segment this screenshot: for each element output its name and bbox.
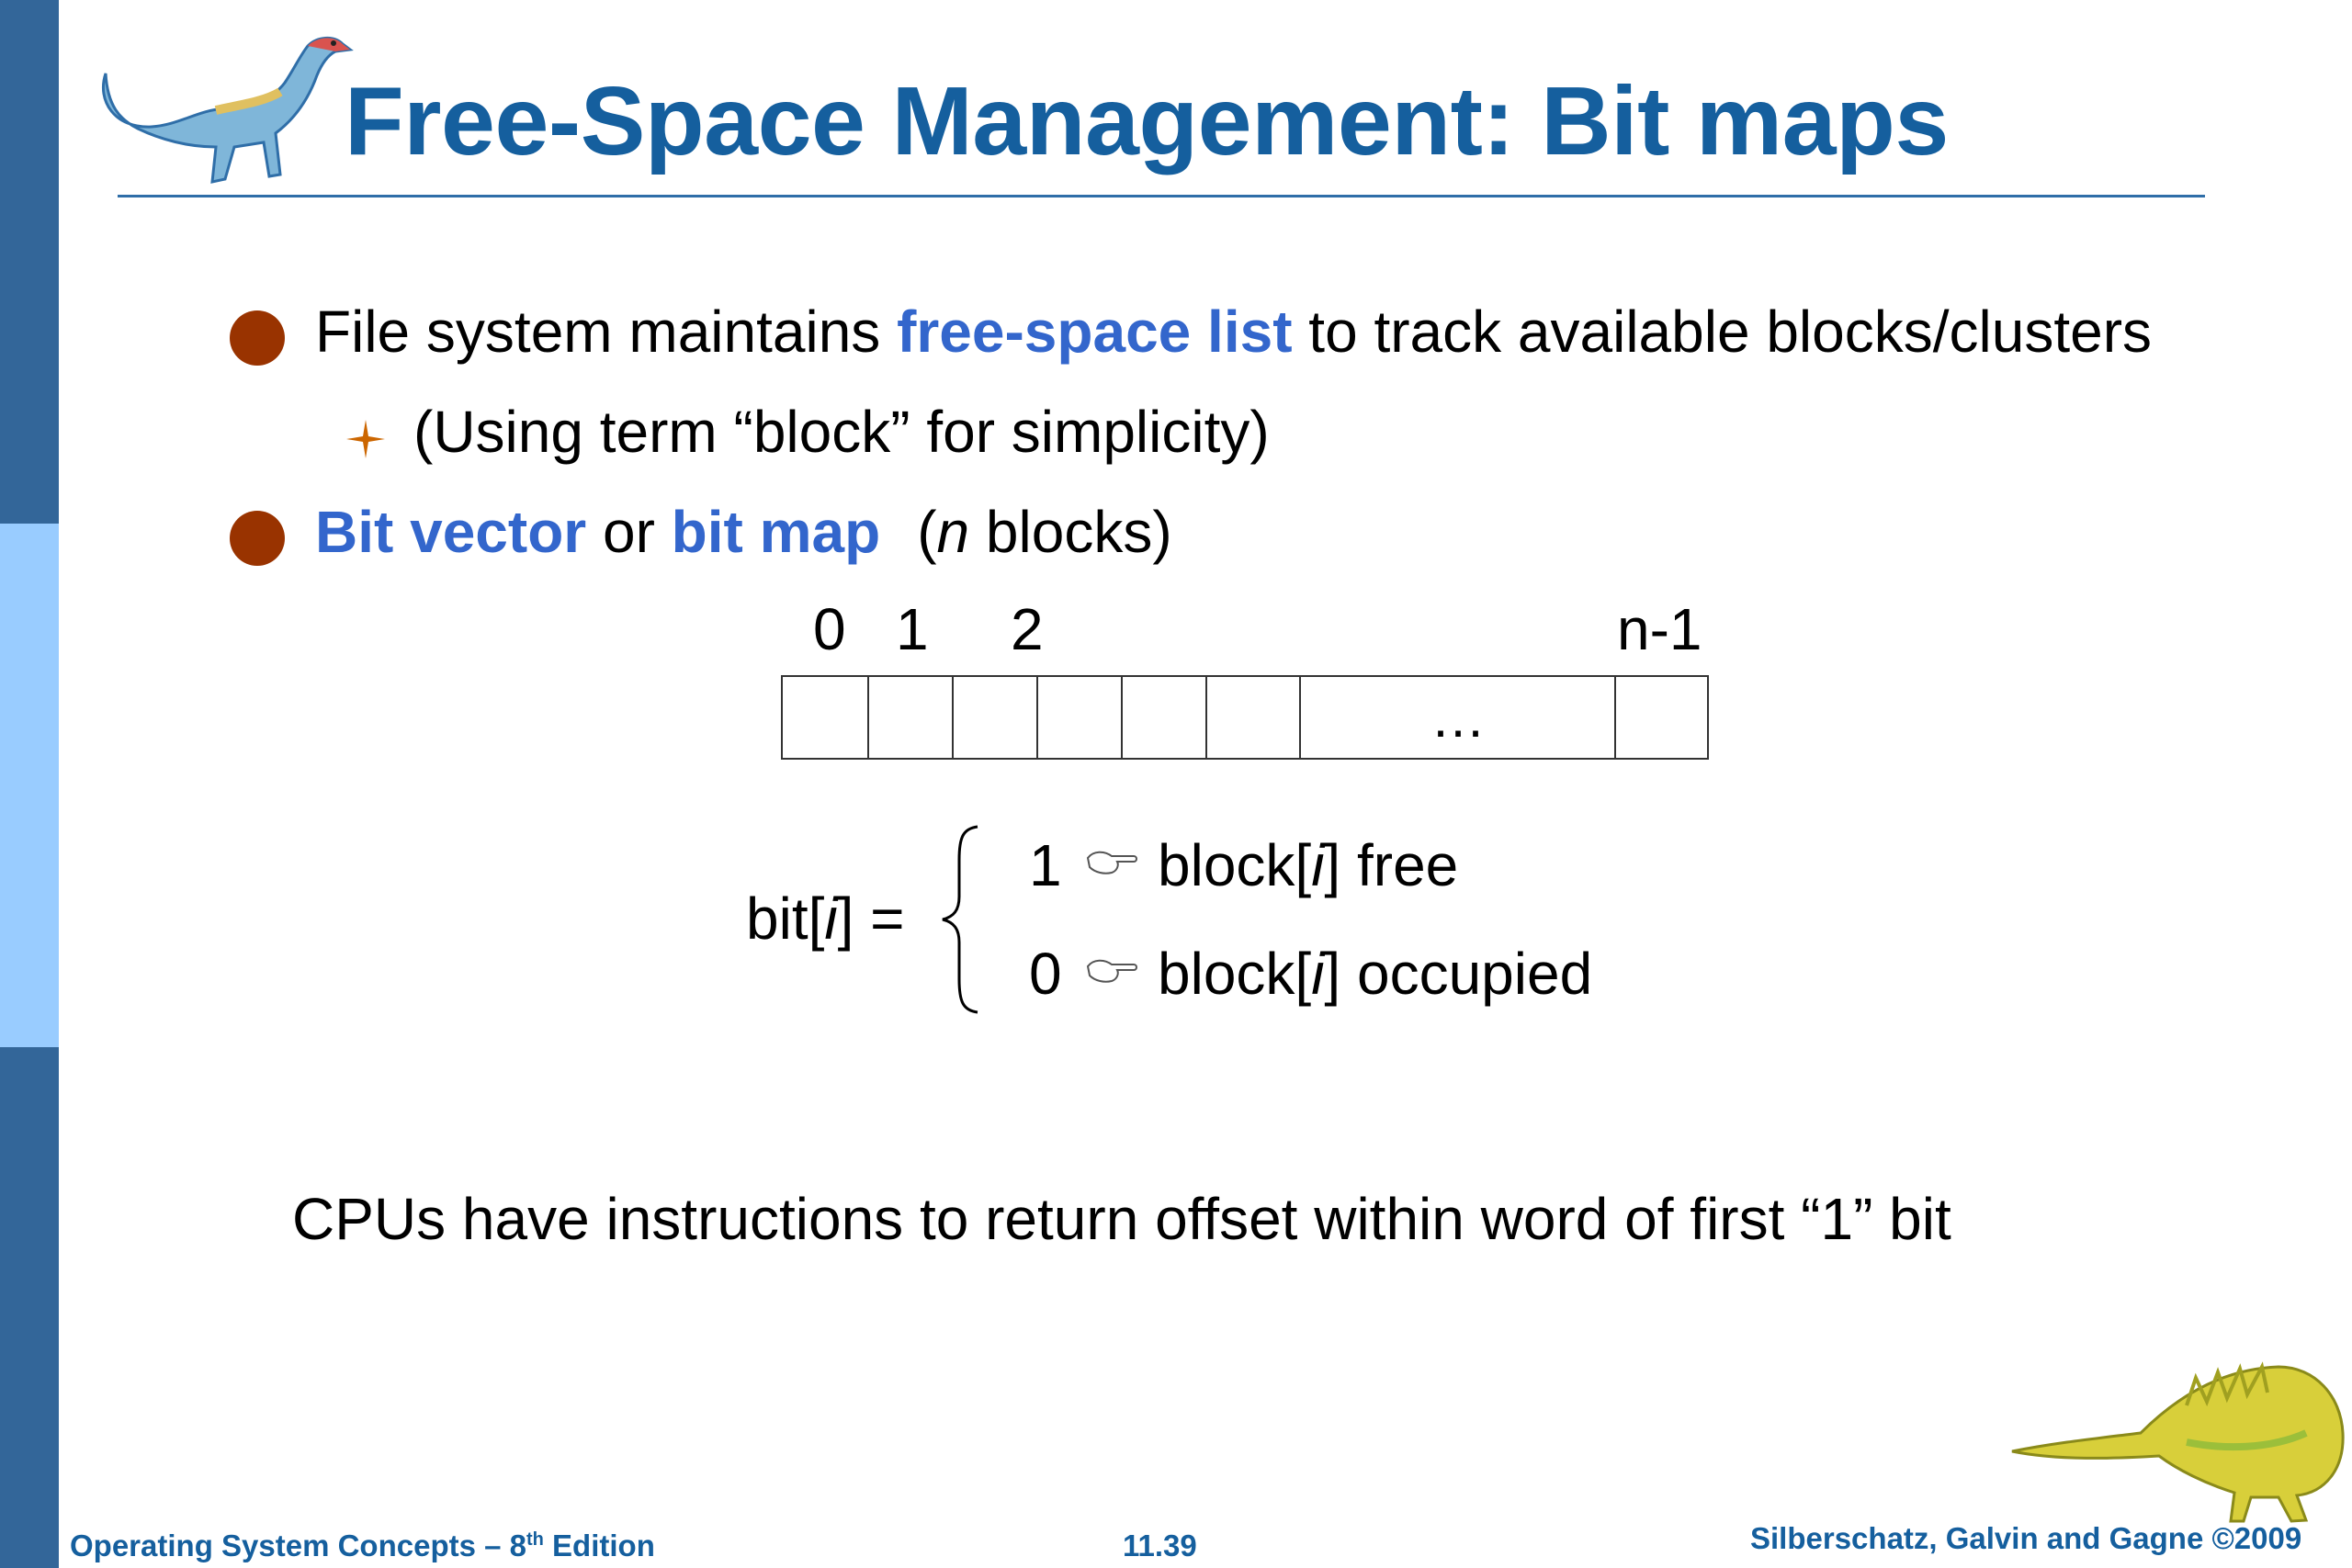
bullet2-highlight-bit-vector: Bit vector: [315, 499, 587, 565]
footer-left-sup: th: [526, 1529, 544, 1550]
bullet-free-space-list: [315, 298, 2152, 366]
bit-index-2: 2: [1011, 596, 1044, 662]
sidebar-stripe-bottom: [0, 1047, 59, 1568]
pointing-hand-icon: [1084, 845, 1139, 878]
title-divider: [118, 195, 2205, 197]
pointing-hand-icon: [1084, 953, 1139, 987]
footer-page-number: 11.39: [1123, 1529, 1197, 1562]
bit-cell-divider: [1614, 677, 1616, 758]
bit-index-n-1: n-1: [1617, 596, 1702, 662]
bullet-dot: [230, 511, 285, 566]
bullet2-n: n: [936, 499, 970, 565]
case0-value: 0: [1029, 941, 1062, 1007]
formula-case-1: [1029, 831, 1062, 899]
cpu-instructions-note: CPUs have instructions to return offset within word of first “1” bit: [292, 1186, 1951, 1252]
sub-bullet-text: (Using term “block” for simplicity): [413, 399, 1270, 465]
bit-cell-divider: [1036, 677, 1038, 758]
slide-title: Free-Space Management: Bit maps: [345, 67, 1949, 175]
bullet2-paren-open: (: [917, 499, 937, 565]
footer-copyright: Silberschatz, Galvin and Gagne ©2009: [1750, 1521, 2302, 1555]
formula-lhs-i: i: [824, 886, 838, 952]
bullet1-text-post: to track available blocks/clusters: [1292, 299, 2152, 365]
case1-i: i: [1311, 832, 1325, 898]
case0-post: ] occupied: [1324, 941, 1593, 1007]
footer-book-title: [70, 1529, 655, 1563]
bullet1-text-pre: File system maintains: [315, 299, 898, 365]
bullet2-paren-rest: blocks): [969, 499, 1172, 565]
formula-lhs-pre: bit[: [746, 886, 825, 952]
formula-case-0: [1029, 940, 1062, 1008]
case1-value: 1: [1029, 832, 1062, 898]
bit-cell-divider: [952, 677, 954, 758]
bit-index-1: 1: [896, 596, 929, 662]
bit-cell-divider: [1205, 677, 1207, 758]
footer-left-post: Edition: [543, 1529, 655, 1562]
curly-brace-icon: [937, 823, 992, 1016]
bullet2-or: or: [586, 499, 672, 565]
case0-pre: block[: [1158, 941, 1312, 1007]
bullet-dot: [230, 310, 285, 366]
sparkle-bullet-icon: [345, 418, 387, 460]
bullet-bit-vector: [315, 498, 1172, 566]
bit-cell-divider: [867, 677, 869, 758]
bullet2-highlight-bit-map: bit map: [671, 499, 881, 565]
formula-case-1-text: [1158, 831, 1458, 899]
sidebar-stripe-middle: [0, 524, 59, 1047]
case0-i: i: [1311, 941, 1325, 1007]
dinosaur-logo-icon: [87, 18, 363, 193]
case1-pre: block[: [1158, 832, 1312, 898]
dinosaur-footer-icon: [2003, 1341, 2347, 1525]
sidebar-stripe-top: [0, 0, 59, 524]
bit-cell-divider: [1299, 677, 1301, 758]
case1-post: ] free: [1324, 832, 1459, 898]
formula-case-0-text: [1158, 940, 1592, 1008]
bullet1-highlight: free-space list: [897, 299, 1293, 365]
formula-lhs-post: ] =: [837, 886, 905, 952]
bit-ellipsis: …: [1430, 687, 1486, 749]
bit-cell-divider: [1121, 677, 1123, 758]
bit-index-0: 0: [813, 596, 846, 662]
footer-left-pre: Operating System Concepts – 8: [70, 1529, 526, 1562]
bit-vector-diagram: [781, 675, 1709, 760]
formula-lhs: [746, 885, 905, 953]
